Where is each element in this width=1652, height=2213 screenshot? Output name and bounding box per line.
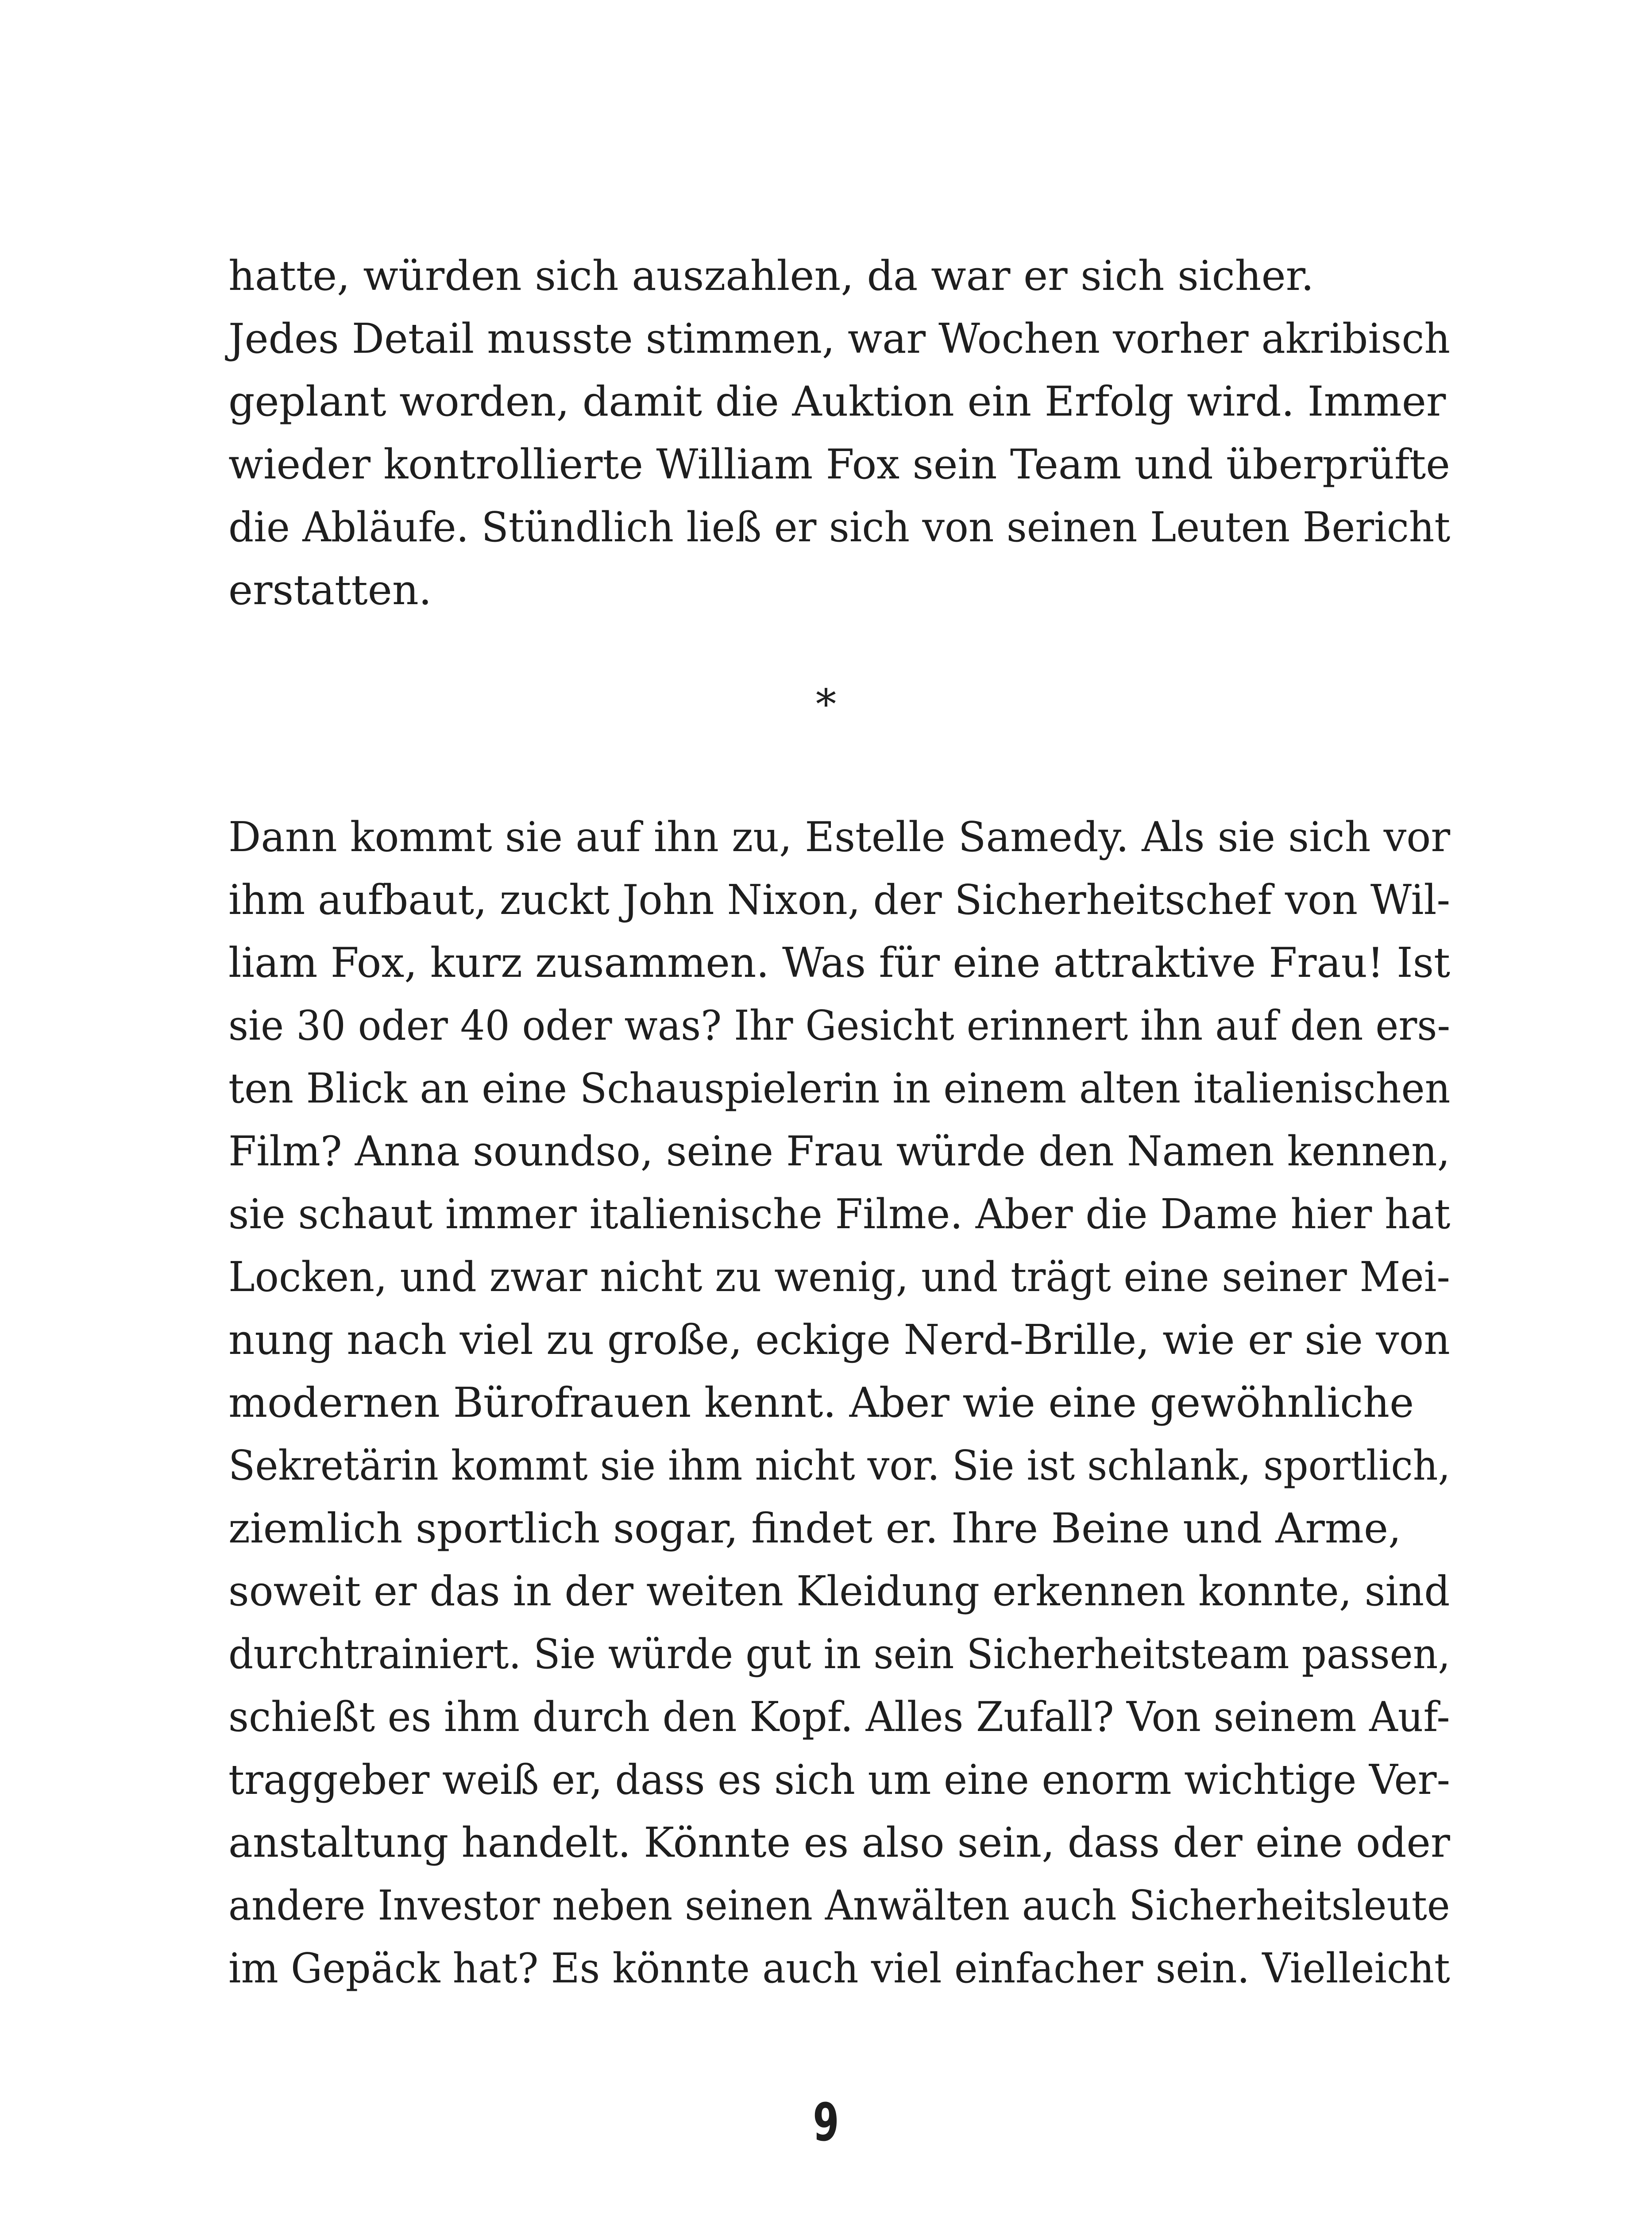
text-line: die Abläufe. Stündlich ließ er sich von seinen Leuten Bericht: [228, 503, 1451, 551]
text-line: Locken, und zwar nicht zu wenig, und trägt eine seiner Mei-: [228, 1253, 1450, 1301]
text-line: sie schaut immer italienische Filme. Aber die Dame hier hat: [228, 1190, 1451, 1238]
text-line: wieder kontrollierte William Fox sein Team und überprüfte: [228, 440, 1450, 488]
text-line: Sekretärin kommt sie ihm nicht vor. Sie ist schlank, sportlich,: [228, 1442, 1451, 1489]
text-line: geplant worden, damit die Auktion ein Erfolg wird. Immer: [228, 378, 1446, 425]
text-line: anstaltung handelt. Könnte es also sein, dass der eine oder: [228, 1819, 1450, 1866]
paragraph-1: [228, 244, 1450, 621]
text-line: durchtrainiert. Sie würde gut in sein Sicherheitsteam passen,: [228, 1630, 1451, 1678]
text-line: erstatten.: [228, 566, 432, 614]
text-line: ihm aufbaut, zuckt John Nixon, der Sicherheitschef von Wil-: [228, 876, 1451, 924]
section-separator: *: [815, 680, 837, 728]
text-line: im Gepäck hat? Es könnte auch viel einfacher sein. Vielleicht: [228, 1944, 1450, 1992]
text-line: modernen Bürofrauen kennt. Aber wie eine gewöhnliche: [228, 1379, 1414, 1426]
text-line: ten Blick an eine Schauspielerin in einem alten italienischen: [228, 1064, 1451, 1112]
text-line: Jedes Detail musste stimmen, war Wochen vorher akribisch: [228, 315, 1451, 362]
text-line: liam Fox, kurz zusammen. Was für eine attraktive Frau! Ist: [228, 939, 1451, 987]
text-line: traggeber weiß er, dass es sich um eine enorm wichtige Ver-: [228, 1756, 1450, 1804]
text-line: hatte, würden sich auszahlen, da war er sich sicher.: [228, 252, 1314, 300]
page-number: 9: [813, 2092, 839, 2153]
text-line: soweit er das in der weiten Kleidung erkennen konnte, sind: [228, 1567, 1450, 1615]
text-line: nung nach viel zu große, eckige Nerd-Brille, wie er sie von: [228, 1316, 1450, 1364]
text-line: schießt es ihm durch den Kopf. Alles Zufall? Von seinem Auf-: [228, 1693, 1450, 1741]
text-line: Film? Anna soundso, seine Frau würde den Namen kennen,: [228, 1127, 1450, 1175]
text-line: andere Investor neben seinen Anwälten auch Sicherheitsleute: [228, 1881, 1450, 1929]
text-line: Dann kommt sie auf ihn zu, Estelle Samedy. Als sie sich vor: [228, 813, 1451, 861]
text-line: ziemlich sportlich sogar, findet er. Ihre Beine und Arme,: [228, 1504, 1401, 1552]
text-line: sie 30 oder 40 oder was? Ihr Gesicht erinnert ihn auf den ers-: [228, 1002, 1451, 1049]
paragraph-2: [228, 806, 1450, 2000]
